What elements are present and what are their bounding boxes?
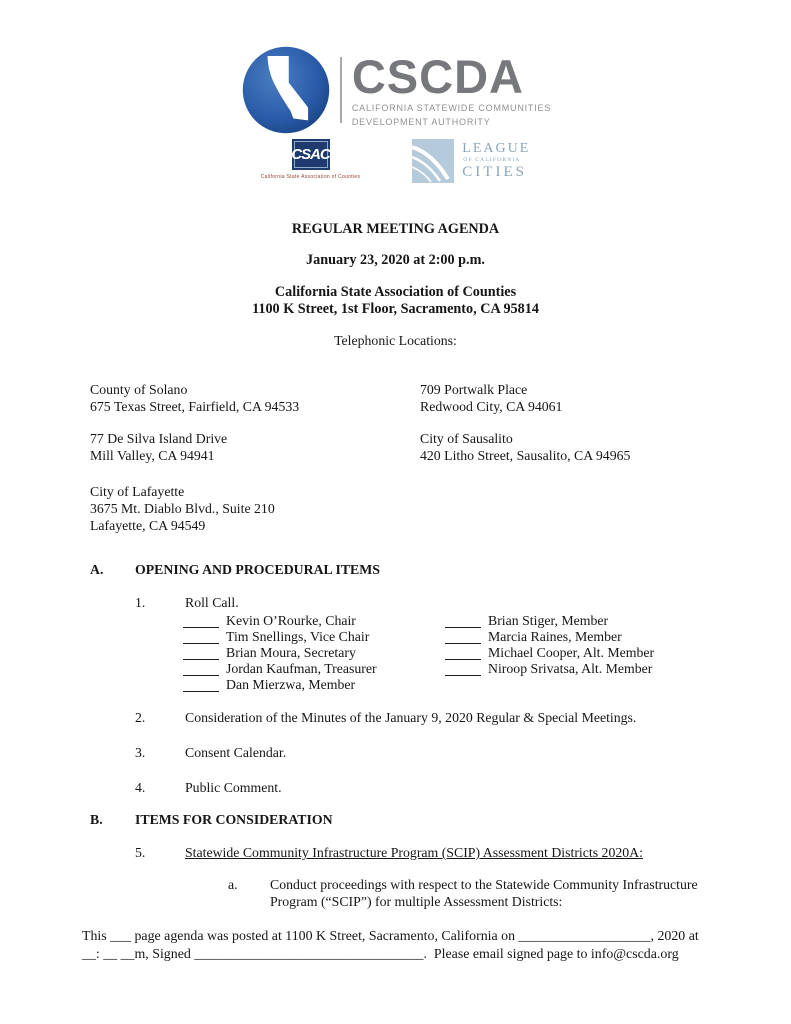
- section-b-heading: [90, 812, 333, 828]
- item-text: Consent Calendar.: [185, 745, 287, 760]
- csac-caption: California State Association of Counties: [260, 174, 361, 180]
- california-globe-icon: [240, 44, 332, 136]
- roll-call-blank-line[interactable]: [183, 632, 219, 644]
- footer-line-2: __: __ __m, Signed _________________________________. Please email signed page to info@cscda.org: [82, 946, 679, 962]
- posting-footer: [82, 928, 734, 963]
- section-a-title: OPENING AND PROCEDURAL ITEMS: [135, 562, 380, 577]
- roll-call-right-column: [445, 612, 654, 676]
- cscda-logo: [0, 44, 791, 136]
- location-line: Redwood City, CA 94061: [420, 399, 563, 414]
- roll-call-blank-line[interactable]: [183, 680, 219, 692]
- roll-call-blank-line[interactable]: [183, 664, 219, 676]
- roll-call-name: Tim Snellings, Vice Chair: [226, 629, 370, 645]
- partner-logos: [0, 139, 791, 183]
- meeting-title: REGULAR MEETING AGENDA: [291, 221, 500, 237]
- csac-box-icon: [292, 139, 330, 170]
- roll-call-row: [445, 644, 654, 660]
- location-line: 77 De Silva Island Drive: [90, 431, 228, 446]
- roll-call-name: Dan Mierzwa, Member: [226, 677, 356, 693]
- league-word-league: LEAGUE: [462, 140, 531, 156]
- league-wordmark: [462, 142, 530, 181]
- item-number: 1.: [135, 595, 146, 610]
- item-text: Roll Call.: [185, 595, 239, 610]
- location-desilva: [90, 430, 227, 464]
- item-4-public-comment: [135, 780, 282, 796]
- item-text: Statewide Community Infrastructure Program (SCIP) Assessment Districts 2020A:: [185, 845, 643, 860]
- csac-logo: [261, 139, 361, 180]
- location-line: Lafayette, CA 94549: [90, 518, 206, 533]
- item-number: 2.: [135, 710, 146, 725]
- roll-call-name: Kevin O’Rourke, Chair: [226, 613, 356, 629]
- meeting-datetime: January 23, 2020 at 2:00 p.m.: [306, 252, 485, 268]
- location-line: City of Lafayette: [90, 484, 185, 499]
- item-5-scip-districts: [135, 845, 643, 861]
- location-lafayette: [90, 483, 275, 534]
- roll-call-blank-line[interactable]: [183, 648, 219, 660]
- item-2-minutes: [135, 710, 636, 726]
- item-number: 5.: [135, 845, 146, 860]
- roll-call-name: Niroop Srivatsa, Alt. Member: [488, 661, 653, 677]
- cscda-acronym: CSCDA: [351, 50, 524, 104]
- location-line: County of Solano: [90, 382, 188, 397]
- roll-call-row: [445, 612, 654, 628]
- location-solano: [90, 381, 299, 415]
- roll-call-blank-line[interactable]: [445, 664, 481, 676]
- roll-call-row: [445, 628, 654, 644]
- roll-call-row: [183, 660, 377, 676]
- roll-call-name: Michael Cooper, Alt. Member: [488, 645, 655, 661]
- roll-call-row: [445, 660, 654, 676]
- footer-line-1: This ___ page agenda was posted at 1100 K Street, Sacramento, California on ___________________, 2020 at: [82, 929, 699, 944]
- item-1-roll-call: [135, 595, 239, 611]
- roll-call-blank-line[interactable]: [445, 648, 481, 660]
- telephonic-label: Telephonic Locations:: [334, 333, 457, 348]
- item-3-consent-calendar: [135, 745, 286, 761]
- item-number: 3.: [135, 745, 146, 760]
- item-text: Public Comment.: [185, 780, 282, 795]
- roll-call-left-column: [183, 612, 377, 692]
- roll-call-name: Brian Stiger, Member: [488, 613, 609, 629]
- location-portwalk: [420, 381, 562, 415]
- section-b-title: ITEMS FOR CONSIDERATION: [135, 812, 333, 827]
- league-word-of-california: OF CALIFORNIA: [463, 156, 521, 163]
- item-5a-conduct-proceedings: [228, 877, 698, 910]
- cscda-tagline-line2: DEVELOPMENT AUTHORITY: [351, 116, 491, 127]
- location-line: City of Sausalito: [420, 431, 513, 446]
- subitem-text: Conduct proceedings with respect to the Statewide Community Infrastructure Program (“SCIP”) for multiple Assessment Districts:: [270, 877, 698, 909]
- section-a-heading: [90, 562, 380, 578]
- csac-acronym: CSAC: [291, 146, 330, 163]
- item-number: 4.: [135, 780, 146, 795]
- location-line: 675 Texas Street, Fairfield, CA 94533: [90, 399, 300, 414]
- location-line: Mill Valley, CA 94941: [90, 448, 215, 463]
- subitem-letter: a.: [228, 877, 238, 892]
- league-word-cities: CITIES: [462, 164, 527, 181]
- roll-call-row: [183, 644, 377, 660]
- cscda-tagline-line1: CALIFORNIA STATEWIDE COMMUNITIES: [351, 103, 552, 114]
- venue-address: 1100 K Street, 1st Floor, Sacramento, CA 95814: [252, 301, 539, 317]
- location-sausalito: [420, 430, 630, 464]
- venue-name: California State Association of Counties: [274, 284, 517, 300]
- roll-call-name: Jordan Kaufman, Treasurer: [226, 661, 377, 677]
- section-a-letter: A.: [90, 562, 104, 577]
- section-b-letter: B.: [90, 812, 103, 827]
- roll-call-row: [183, 676, 377, 692]
- league-of-california-cities-logo: [412, 139, 530, 183]
- roll-call-name: Marcia Raines, Member: [488, 629, 622, 645]
- roll-call-name: Brian Moura, Secretary: [226, 645, 356, 661]
- roll-call-row: [183, 612, 377, 628]
- roll-call-blank-line[interactable]: [445, 632, 481, 644]
- location-line: 420 Litho Street, Sausalito, CA 94965: [420, 448, 631, 463]
- venue-block: [0, 284, 791, 318]
- roll-call-blank-line[interactable]: [445, 616, 481, 628]
- logo-divider: [340, 57, 342, 123]
- location-line: 3675 Mt. Diablo Blvd., Suite 210: [90, 501, 275, 516]
- cscda-wordmark: [351, 50, 552, 127]
- location-line: 709 Portwalk Place: [420, 382, 528, 397]
- roll-call-row: [183, 628, 377, 644]
- league-swoosh-icon: [412, 139, 454, 183]
- roll-call-blank-line[interactable]: [183, 616, 219, 628]
- item-text: Consideration of the Minutes of the January 9, 2020 Regular & Special Meetings.: [185, 710, 637, 725]
